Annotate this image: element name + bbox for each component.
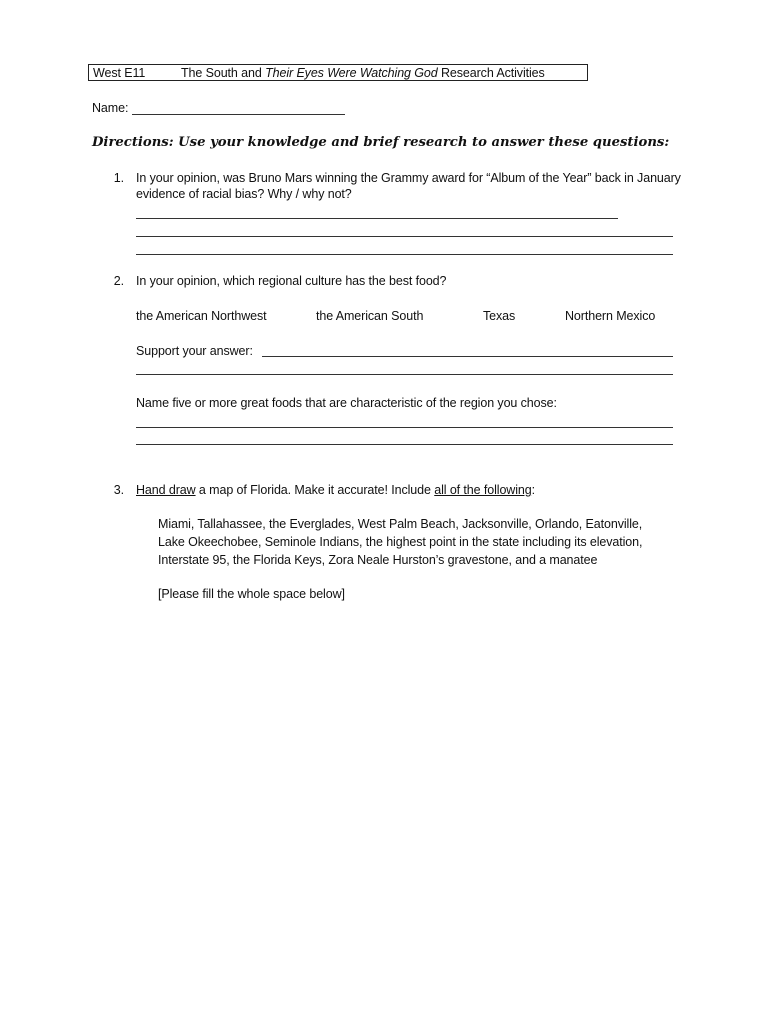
foods-answer-line-2[interactable]: [136, 444, 673, 445]
support-answer-line-2[interactable]: [136, 374, 673, 375]
title-suffix: Research Activities: [437, 66, 545, 80]
name-blank[interactable]: [132, 114, 345, 115]
q1-answer-line-3[interactable]: [136, 254, 673, 255]
option-american-northwest[interactable]: the American Northwest: [136, 309, 267, 323]
all-following-emphasis: all of the following: [434, 483, 532, 497]
hand-draw-emphasis: Hand draw: [136, 483, 196, 497]
directions: Directions: Use your knowledge and brief research to answer these questions:: [92, 135, 670, 150]
option-texas[interactable]: Texas: [483, 309, 516, 323]
q3-number: 3.: [113, 483, 124, 497]
worksheet-title: [181, 66, 545, 80]
q3-text-end: :: [531, 483, 535, 497]
map-items-line-1: Miami, Tallahassee, the Everglades, West Palm Beach, Jacksonville, Orlando, Eatonville,: [158, 517, 643, 531]
name-label: Name:: [92, 101, 129, 115]
course-label: West E11: [93, 66, 146, 80]
foods-answer-line-1[interactable]: [136, 427, 673, 428]
support-label: Support your answer:: [136, 344, 253, 358]
q2-number: 2.: [113, 274, 124, 288]
support-answer-line-1[interactable]: [262, 356, 673, 357]
map-drawing-area[interactable]: [88, 610, 688, 1000]
fill-note: [Please fill the whole space below]: [158, 587, 345, 601]
q2-prompt: In your opinion, which regional culture has the best food?: [136, 274, 447, 288]
option-northern-mexico[interactable]: Northern Mexico: [565, 309, 656, 323]
q1-line1: In your opinion, was Bruno Mars winning the Grammy award for “Album of the Year” back in January: [136, 171, 681, 185]
q3-text-mid: a map of Florida. Make it accurate! Include: [195, 483, 435, 497]
q1-answer-line-1[interactable]: [136, 218, 618, 219]
header-box: [88, 64, 588, 81]
map-items-line-3: Interstate 95, the Florida Keys, Zora Neale Hurston’s gravestone, and a manatee: [158, 553, 598, 567]
title-prefix: The South and: [181, 66, 266, 80]
q1-answer-line-2[interactable]: [136, 236, 673, 237]
q1-line2: evidence of racial bias? Why / why not?: [136, 187, 352, 201]
q1-number: 1.: [113, 171, 124, 185]
foods-prompt: Name five or more great foods that are characteristic of the region you chose:: [136, 396, 557, 410]
title-book: Their Eyes Were Watching God: [265, 66, 438, 80]
map-items-line-2: Lake Okeechobee, Seminole Indians, the highest point in the state including its elevation,: [158, 535, 643, 549]
option-american-south[interactable]: the American South: [316, 309, 424, 323]
q3-prompt: [136, 483, 535, 497]
